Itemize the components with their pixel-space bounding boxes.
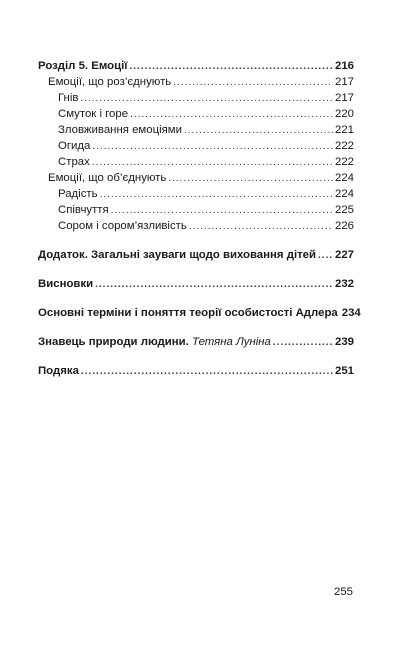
toc-page: 224 <box>334 172 354 184</box>
toc-page: 221 <box>334 124 354 136</box>
leader-dots <box>189 219 333 235</box>
toc-title: Співчуття <box>58 204 109 216</box>
toc-page: 222 <box>334 156 354 168</box>
toc-page: 222 <box>334 140 354 152</box>
toc-title: Подяка <box>38 365 79 377</box>
leader-dots <box>92 155 333 171</box>
toc-title: Радість <box>58 188 98 200</box>
table-of-contents <box>38 58 361 379</box>
toc-title: Страх <box>58 156 90 168</box>
toc-entry <box>38 106 354 122</box>
toc-page: 224 <box>334 188 354 200</box>
toc-page: 220 <box>334 108 354 120</box>
toc-entry <box>38 218 354 234</box>
leader-dots <box>318 248 333 264</box>
toc-entry <box>38 58 354 74</box>
toc-page: 225 <box>334 204 354 216</box>
toc-entry <box>38 186 354 202</box>
toc-title: Основні терміни і поняття теорії особистості Адлера <box>38 307 338 319</box>
leader-dots <box>129 59 333 75</box>
toc-page: 234 <box>341 307 361 319</box>
leader-dots <box>273 335 333 351</box>
toc-title: Знавець природи людини. <box>38 336 189 348</box>
toc-entry <box>38 334 354 350</box>
toc-title: Емоції, що об’єднують <box>48 172 167 184</box>
leader-dots <box>81 364 333 380</box>
toc-entry <box>38 90 354 106</box>
toc-entry <box>38 247 354 263</box>
toc-entry <box>38 202 354 218</box>
leader-dots <box>80 91 333 107</box>
toc-title: Гнів <box>58 92 79 104</box>
toc-entry <box>38 170 354 186</box>
toc-page: 232 <box>334 278 354 290</box>
toc-entry <box>38 74 354 90</box>
toc-title: Зловживання емоціями <box>58 124 182 136</box>
toc-title: Емоції, що роз’єднують <box>48 76 172 88</box>
toc-entry <box>38 138 354 154</box>
toc-entry <box>38 363 354 379</box>
toc-title: Висновки <box>38 278 94 290</box>
toc-page: 226 <box>334 220 354 232</box>
toc-entry <box>38 154 354 170</box>
toc-title: Смуток і горе <box>58 108 129 120</box>
leader-dots <box>92 139 333 155</box>
toc-page: 251 <box>334 365 354 377</box>
toc-page: 216 <box>334 60 354 72</box>
leader-dots <box>168 171 333 187</box>
toc-entry <box>38 122 354 138</box>
toc-page: 217 <box>334 76 354 88</box>
toc-title: Розділ 5. Емоції <box>38 60 128 72</box>
toc-page: 239 <box>334 336 354 348</box>
leader-dots <box>184 123 333 139</box>
leader-dots <box>100 187 333 203</box>
leader-dots <box>130 107 333 123</box>
toc-entry <box>38 305 361 321</box>
leader-dots <box>173 75 333 91</box>
toc-author: Тетяна Луніна <box>191 336 271 348</box>
toc-title: Сором і сором’язливість <box>58 220 187 232</box>
leader-dots <box>95 277 333 293</box>
leader-dots <box>111 203 333 219</box>
toc-title: Огида <box>58 140 91 152</box>
toc-entry <box>38 276 354 292</box>
toc-page: 217 <box>334 92 354 104</box>
page-number: 255 <box>334 586 354 598</box>
toc-page: 227 <box>334 249 354 261</box>
toc-title: Додаток. Загальні зауваги щодо виховання дітей <box>38 249 317 261</box>
